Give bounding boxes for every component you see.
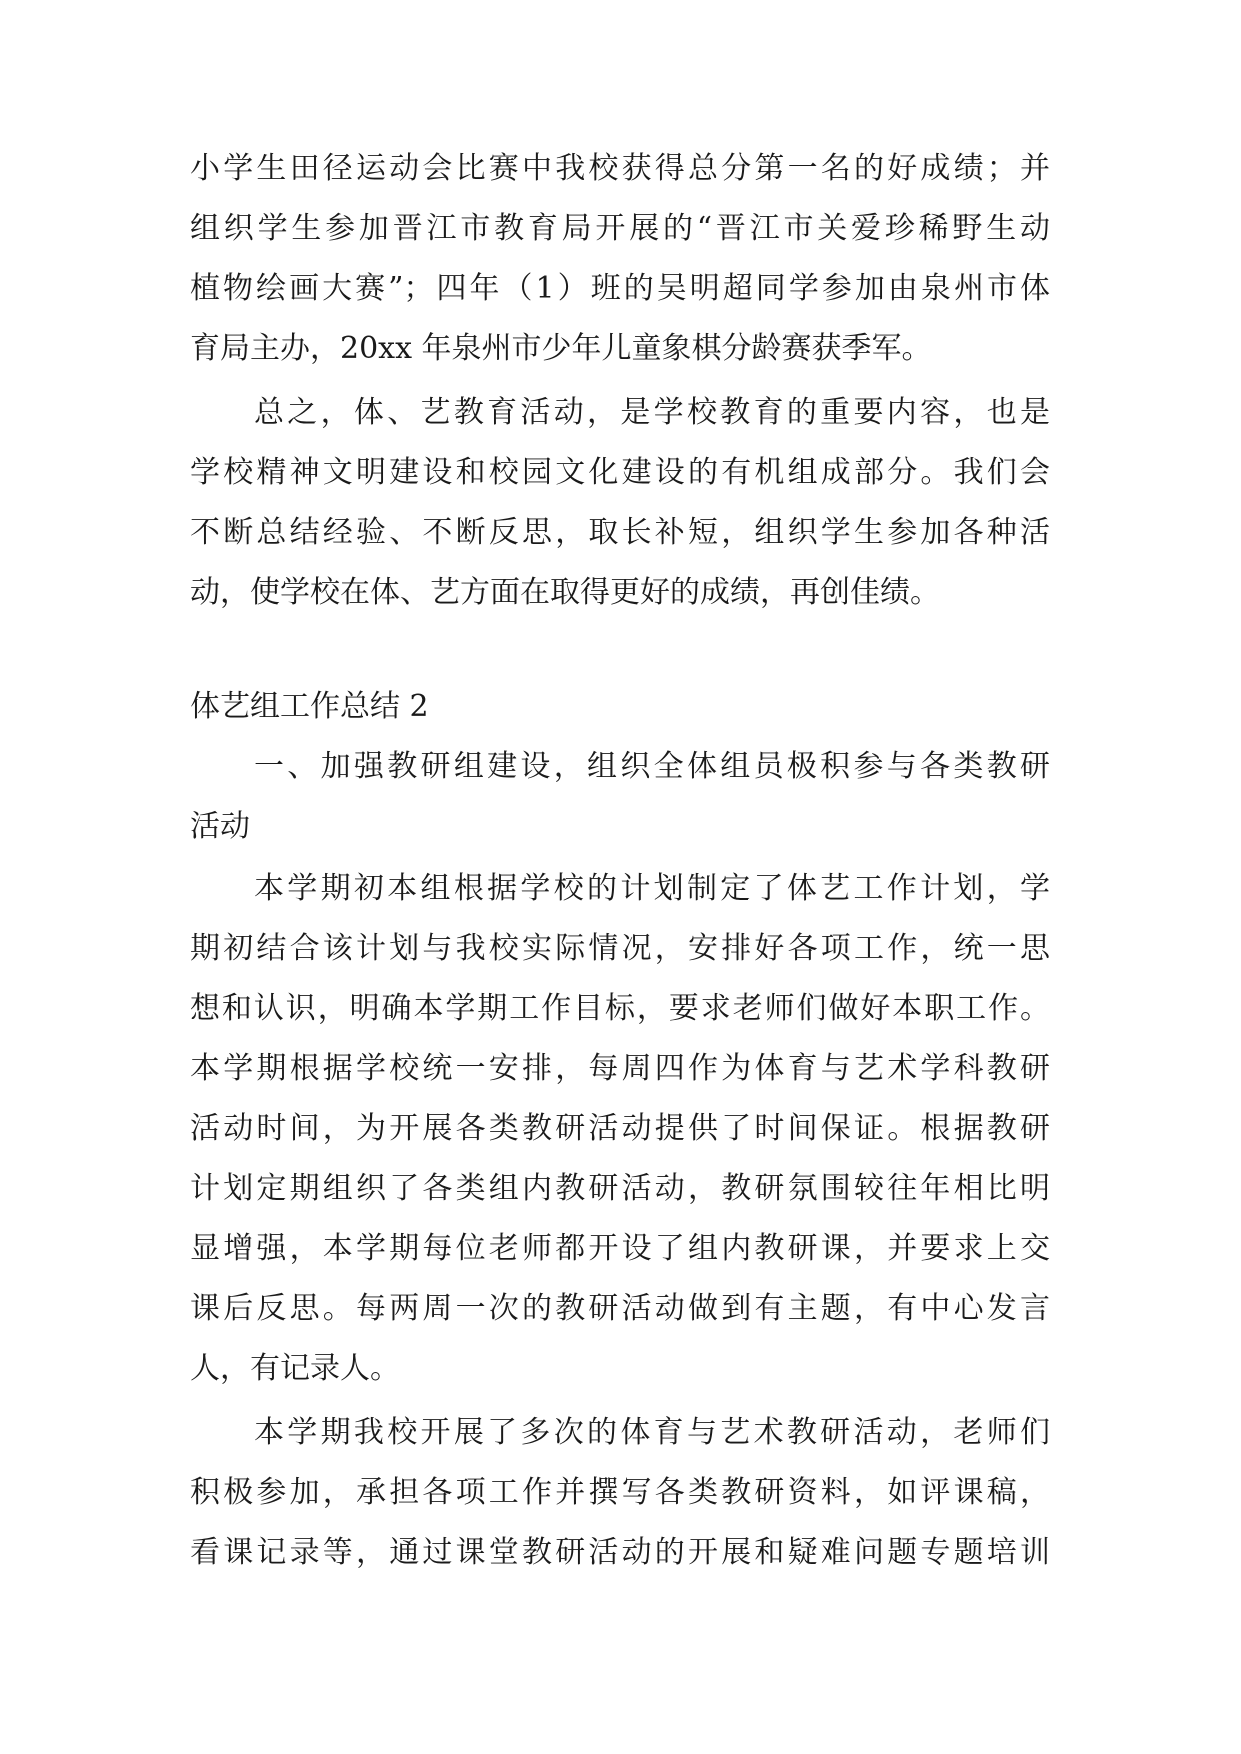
paragraph-4-line-1: 本学期我校开展了多次的体育与艺术教研活动，老师们 [254,1415,1050,1450]
heading-1-line-2: 活动 [190,809,250,844]
paragraph-4-line-2: 积极参加，承担各项工作并撰写各类教研资料，如评课稿， [190,1475,1050,1510]
paragraph-3-line-9: 人，有记录人。 [190,1351,400,1386]
paragraph-1-line-4: 育局主办，20xx 年泉州市少年儿童象棋分龄赛获季军。 [190,331,932,366]
paragraph-3-line-6: 计划定期组织了各类组内教研活动，教研氛围较往年相比明 [190,1171,1050,1206]
paragraph-2-line-1: 总之，体、艺教育活动，是学校教育的重要内容，也是 [254,395,1050,430]
paragraph-3-line-4: 本学期根据学校统一安排，每周四作为体育与艺术学科教研 [190,1051,1050,1086]
paragraph-3-line-5: 活动时间，为开展各类教研活动提供了时间保证。根据教研 [190,1111,1050,1146]
paragraph-3-line-1: 本学期初本组根据学校的计划制定了体艺工作计划，学 [254,871,1050,906]
paragraph-2-line-2: 学校精神文明建设和校园文化建设的有机组成部分。我们会 [190,455,1050,490]
section-title: 体艺组工作总结 2 [190,689,429,724]
heading-1-line-1: 一、加强教研组建设，组织全体组员极积参与各类教研 [254,749,1050,784]
paragraph-1-line-3: 植物绘画大赛”；四年（1）班的吴明超同学参加由泉州市体 [190,271,1050,306]
paragraph-1-line-1: 小学生田径运动会比赛中我校获得总分第一名的好成绩；并 [190,151,1050,186]
paragraph-1-line-2: 组织学生参加晋江市教育局开展的“晋江市关爱珍稀野生动 [190,211,1050,246]
paragraph-2-line-4: 动，使学校在体、艺方面在取得更好的成绩，再创佳绩。 [190,575,940,610]
paragraph-2-line-3: 不断总结经验、不断反思，取长补短，组织学生参加各种活 [190,515,1050,550]
paragraph-3-line-8: 课后反思。每两周一次的教研活动做到有主题，有中心发言 [190,1291,1050,1326]
paragraph-4-line-3: 看课记录等，通过课堂教研活动的开展和疑难问题专题培训 [190,1535,1050,1570]
paragraph-3-line-2: 期初结合该计划与我校实际情况，安排好各项工作，统一思 [190,931,1050,966]
paragraph-3-line-3: 想和认识，明确本学期工作目标，要求老师们做好本职工作。 [190,991,1050,1026]
paragraph-3-line-7: 显增强，本学期每位老师都开设了组内教研课，并要求上交 [190,1231,1050,1266]
